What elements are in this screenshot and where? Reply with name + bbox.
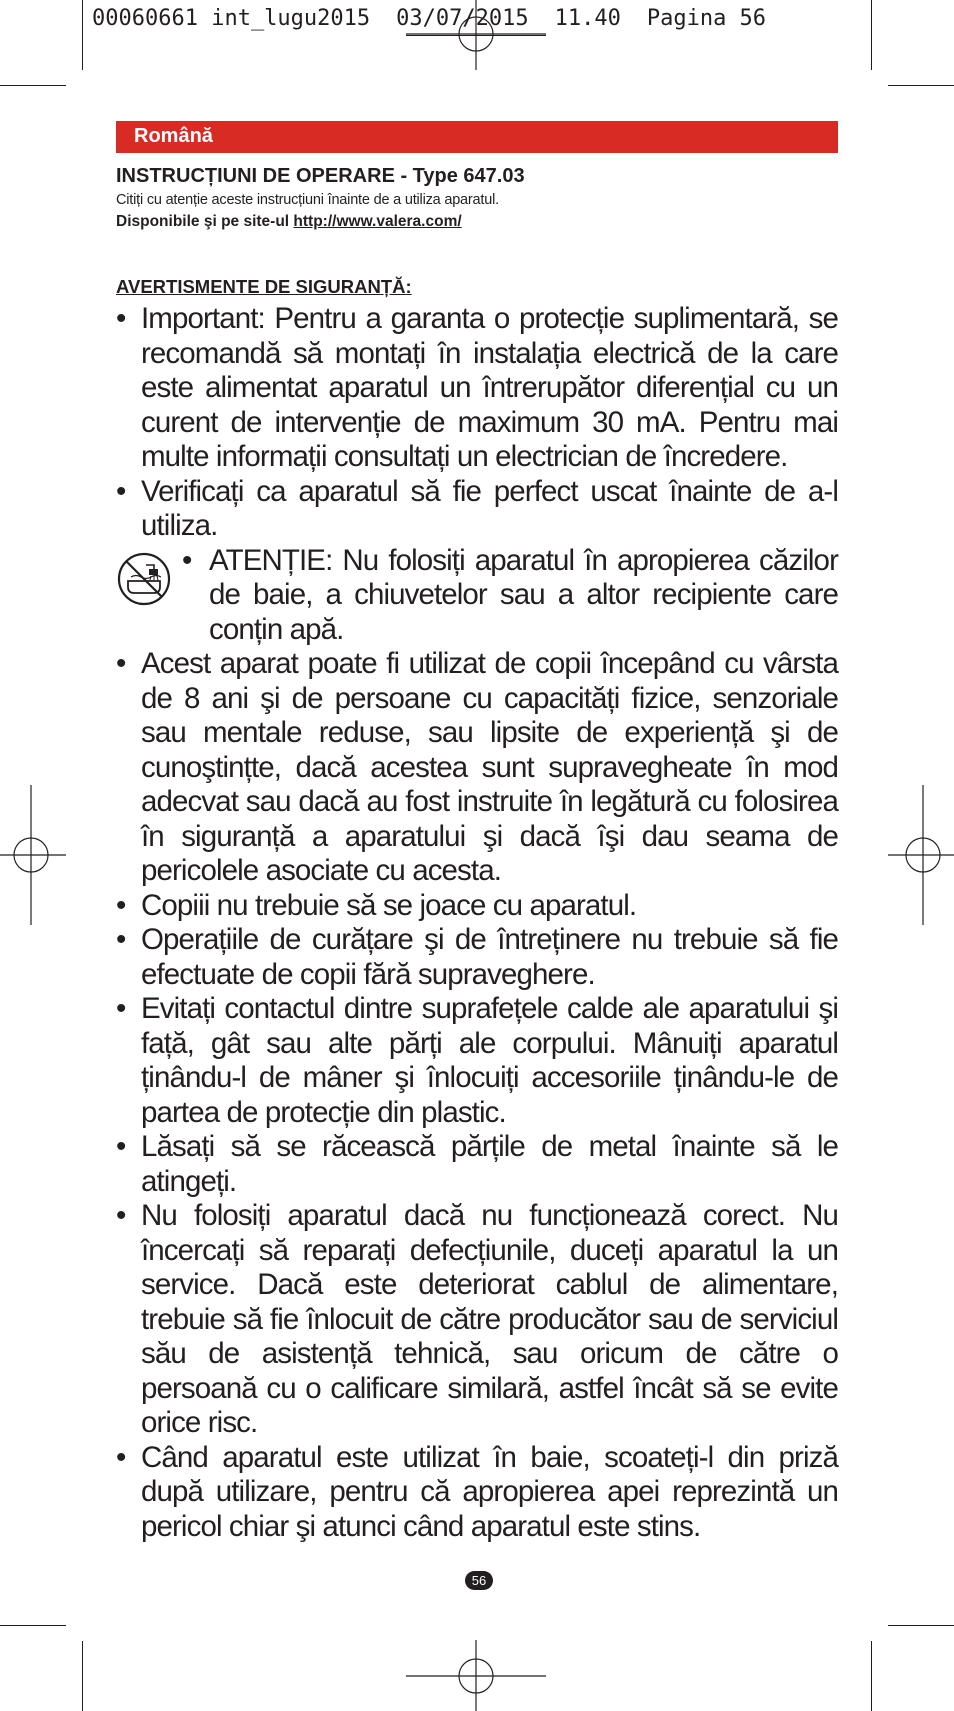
page-subtitle: Citiți cu atenție aceste instrucțiuni înainte de a utiliza aparatul. (116, 192, 499, 208)
list-item: • Lăsați să se răcească părțile de metal înainte să le atingeți. (116, 1130, 838, 1199)
crop-mark (871, 1641, 872, 1711)
registration-mark-right (888, 785, 954, 925)
crop-mark (82, 0, 83, 70)
availability-line (116, 211, 838, 233)
website-link[interactable]: http://www.valera.com/ (293, 213, 462, 230)
page-title: INSTRUCȚIUNI DE OPERARE - Type 647.03 (116, 165, 525, 187)
slug-file: 00060661 int_lugu2015 (92, 6, 371, 31)
warnings-heading: AVERTISMENTE DE SIGURANȚĂ: (116, 276, 412, 297)
no-use-near-bathtub-icon (116, 551, 172, 607)
crop-mark (871, 0, 872, 70)
registration-mark-left (0, 785, 66, 925)
list-item: • Verificați ca aparatul să fie perfect uscat înainte de a-l utiliza. (116, 475, 838, 544)
crop-mark (0, 1625, 66, 1626)
availability-text: Disponibile şi pe site-ul (116, 213, 294, 230)
bath-warning-text: ATENȚIE: Nu folosiți aparatul în apropierea căzilor de baie, a chiuvetelor sau a altor recipiente care conțin apă. (209, 543, 838, 646)
crop-mark (888, 85, 954, 86)
crop-mark (82, 1641, 83, 1711)
safety-warnings-list (116, 302, 838, 1544)
slug-date: 03/07/2015 (396, 6, 529, 31)
list-item: • Evitați contactul dintre suprafețele calde ale aparatului şi față, gât sau alte părți ale corpului. Mânuiți aparatul ținându-l de mâner şi înlocuiți accesoriile ținându-le de partea de protecție din plastic. (116, 992, 838, 1130)
slug-time: 11.40 (554, 6, 621, 31)
list-item: • Când aparatul este utilizat în baie, scoateți-l din priză după utilizare, pentru că apropierea apei reprezintă un pericol chiar şi atunci când aparatul este stins. (116, 1441, 838, 1545)
document-header (116, 163, 838, 233)
list-item: • Operațiile de curățare şi de întreținere nu trebuie să fie efectuate de copii fără supraveghere. (116, 923, 838, 992)
language-bar (116, 121, 838, 153)
list-item: • Copiii nu trebuie să se joace cu aparatul. (116, 889, 838, 924)
list-item-bath-warning (116, 544, 838, 648)
language-label: Română (134, 125, 213, 147)
registration-mark-top (406, 0, 546, 72)
slug-page: Pagina 56 (646, 6, 767, 31)
registration-mark-bottom (406, 1640, 546, 1711)
list-item: • Acest aparat poate fi utilizat de copii începând cu vârsta de 8 ani şi de persoane cu capacități fizice, senzoriale sau mentale reduse, sau lipsite de experiență şi de cunoştințte, dacă acestea sunt supravegheate în mod adecvat sau dacă au fost instruite în legătură cu folosirea în siguranță a aparatului şi dacă îşi dau seama de pericolele asociate cu acesta. (116, 647, 838, 889)
list-item: • Important: Pentru a garanta o protecție suplimentară, se recomandă să montați în instalația electrică de la care este alimentat aparatul un întrerupător diferențial cu un curent de intervenție de maximum 30 mA. Pentru mai multe informații consultați un electrician de încredere. (116, 302, 838, 475)
crop-mark (0, 85, 66, 86)
page-number: 56 (465, 1571, 493, 1590)
crop-mark (888, 1625, 954, 1626)
list-item: • Nu folosiți aparatul dacă nu funcționează corect. Nu încercați să reparați defecțiunile, duceți aparatul la un service. Dacă este deteriorat cablul de alimentare, trebuie să fie înlocuit de către producător sau de serviciul său de asistență tehnică, sau oricum de către o persoană cu o calificare similară, astfel încât să se evite orice risc. (116, 1199, 838, 1441)
